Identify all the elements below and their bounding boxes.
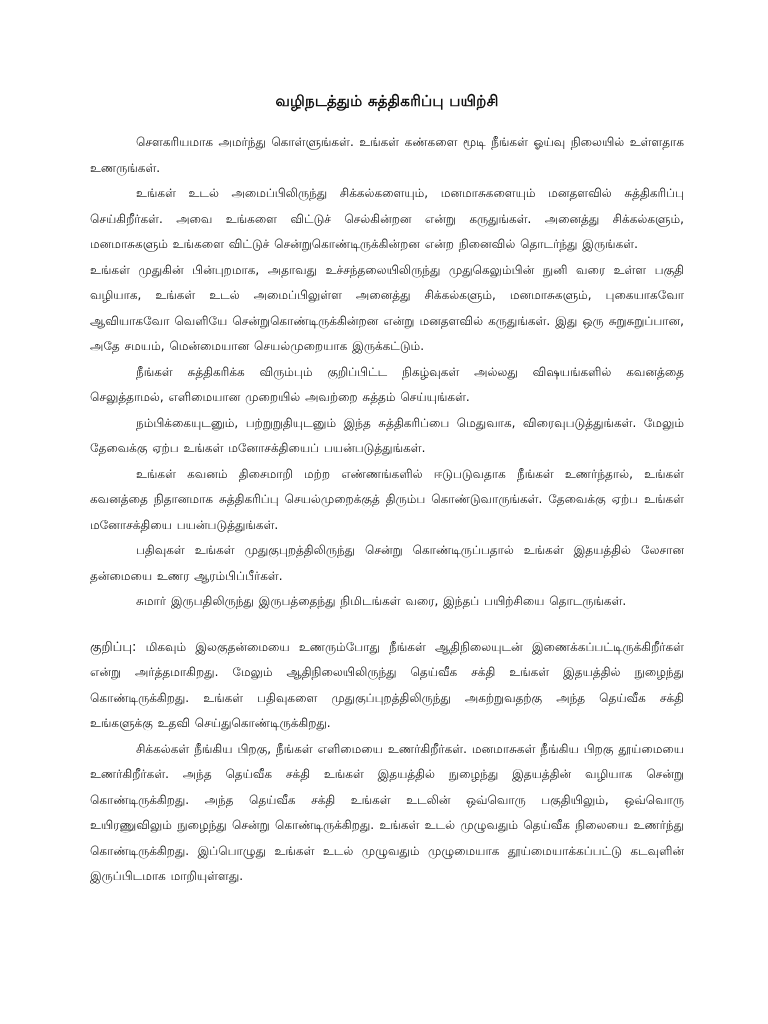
- note-text: மிகவும் இலகுதன்மையை உணரும்போது நீங்கள் ஆதிநிலையுடன் இணைக்கப்பட்டிருக்கிறீர்கள் என்று அர்த்தமாகிறது. மேலும் ஆதிநிலையிலிருந்து தெய்வீக சக்தி உங்கள் இதயத்தில் நுழைந்து கொண்டிருக்கிறது. உங்கள் பதிவுகளை முதுகுப்புறத்திலிருந்து அகற்றுவதற்கு அந்த தெய்வீக சக்தி உங்களுக்கு உதவி செய்துகொண்டிருக்கிறது.: [90, 639, 684, 730]
- paragraph-4: நீங்கள் சுத்திகரிக்க விரும்பும் குறிப்பிட்ட நிகழ்வுகள் அல்லது விஷயங்களில் கவனத்தை செலுத்தாமல், எளிமையான முறையில் அவற்றை சுத்தம் செய்யுங்கள்.: [90, 364, 684, 404]
- document-title: வழிநடத்தும் சுத்திகரிப்பு பயிற்சி: [275, 92, 499, 110]
- paragraph-1: சௌகரியமாக அமர்ந்து கொள்ளுங்கள். உங்கள் கண்களை மூடி நீங்கள் ஓய்வு நிலையில் உள்ளதாக உணருங்கள்.: [90, 135, 685, 175]
- section-gap: [90, 615, 684, 635]
- paragraph-3: உங்கள் முதுகின் பின்புறமாக, அதாவது உச்சந்தலையிலிருந்து முதுகெலும்பின் நுனி வரை உள்ள பகுதி வழியாக, உங்கள் உடல் அமைப்பிலுள்ள அனைத்து சிக்கல்களும், மனமாசுகளும், புகையாகவோ ஆவியாகவோ வெளியே சென்றுகொண்டிருக்கின்றன என்று மனதளவில் கருதுங்கள். இது ஒரு சுறுசுறுப்பான, அதே சமயம், மென்மையான செயல்முறையாக இருக்கட்டும்.: [90, 262, 684, 353]
- paragraph-7: பதிவுகள் உங்கள் முதுகுபுறத்திலிருந்து சென்று கொண்டிருப்பதால் உங்கள் இதயத்தில் லேசான தன்மையை உணர ஆரம்பிப்பீர்கள்.: [90, 543, 684, 583]
- paragraph-6: உங்கள் கவனம் திசைமாறி மற்ற எண்ணங்களில் ஈடுபடுவதாக நீங்கள் உணர்ந்தால், உங்கள் கவனத்தை நிதானமாக சுத்திகரிப்பு செயல்முறைக்குத் திரும்ப கொண்டுவாருங்கள். தேவைக்கு ஏற்ப உங்கள் மனோசக்தியை பயன்படுத்துங்கள்.: [90, 466, 684, 532]
- note-paragraph: [90, 635, 684, 737]
- note-followup: சிக்கல்கள் நீங்கிய பிறகு, நீங்கள் எளிமையை உணர்கிறீர்கள். மனமாசுகள் நீங்கிய பிறகு தூய்மையை உணர்கிறீர்கள். அந்த தெய்வீக சக்தி உங்கள் இதயத்தில் நுழைந்து இதயத்தின் வழியாக சென்று கொண்டிருக்கிறது. அந்த தெய்வீக சக்தி உங்கள் உடலின் ஒவ்வொரு பகுதியிலும், ஒவ்வொரு உயிரணுவிலும் நுழைந்து சென்று கொண்டிருக்கிறது. உங்கள் உடல் முழுவதும் தெய்வீக நிலையை உணர்ந்து கொண்டிருக்கிறது. இப்பொழுது உங்கள் உடல் முழுவதும் முழுமையாக தூய்மையாக்கப்பட்டு கடவுளின் இருப்பிடமாக மாறியுள்ளது.: [90, 741, 684, 883]
- note-label: குறிப்பு:: [90, 639, 137, 655]
- paragraph-8: சுமார் இருபதிலிருந்து இருபத்தைந்து நிமிடங்கள் வரை, இந்தப் பயிற்சியை தொடருங்கள்.: [136, 594, 627, 608]
- paragraph-5: நம்பிக்கையுடனும், பற்றுறுதியுடனும் இந்த சுத்திகரிப்பை மெதுவாக, விரைவுபடுத்துங்கள். மேலும் தேவைக்கு ஏற்ப உங்கள் மனோசக்தியைப் பயன்படுத்துங்கள்.: [90, 415, 684, 455]
- paragraph-2: உங்கள் உடல் அமைப்பிலிருந்து சிக்கல்களையும், மனமாசுகளையும் மனதளவில் சுத்திகரிப்பு செய்கிறீர்கள். அவை உங்களை விட்டுச் செல்கின்றன என்று கருதுங்கள். அனைத்து சிக்கல்களும், மனமாசுகளும் உங்களை விட்டுச் சென்றுகொண்டிருக்கின்றன என்ற நினைவில் தொடர்ந்து இருங்கள்.: [90, 186, 684, 251]
